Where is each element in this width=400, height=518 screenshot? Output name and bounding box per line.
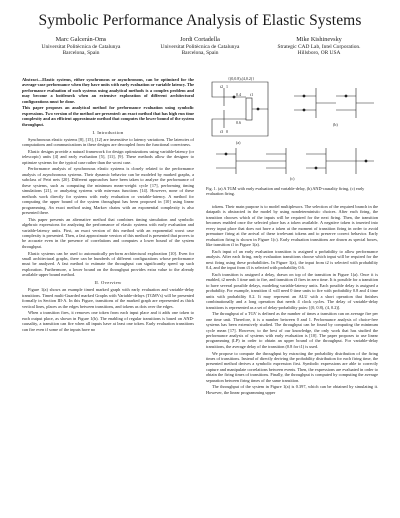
body-paragraph: We propose to compute the throughput by extracting the probability distribution of the firing times of transitions. Instead of directly deriving the probability distribution for each firing time, the presented method derives a symbolic expression first. Symbolic expressions are able to correctly capture and manipulate correlations between events. Then, the expressions are evaluated in order to obtain the firing times of transitions. Finally, the throughput is computed by computing the average separation between firing times of the same transition. (206, 350, 378, 383)
token (233, 96, 236, 99)
prob-0.6: 0.6 (236, 120, 241, 125)
body-paragraph: Elastic systems can be used to automatically perform architectural exploration [10]. Even for small architectural graphs, there can be hundreds of different configurations whose performance must be analyzed. A fast method to estimate the throughput can significantly speed up such exploration. Furthermore, a lower bound on the throughput provides extra value to the already available upper bound method. (22, 250, 194, 278)
delay-0: 0 (226, 129, 228, 134)
body-paragraph: Performance analysis of synchronous elastic systems is closely related to the performance analysis of asynchronous systems. Their dynamic behavior can be modeled by marked graphs, a subclass of Petri nets [20]. Different approaches have been taken to analyze the performance of these systems, such as computing the minimum mean-weight cycle [17], performing timing simulations [21], or analyzing systems with min-max functions [14]. However, none of these methods work directly for systems with early evaluation or variable-latency. A method for computing the upper bound of the system throughput has been proposed in [10] using linear programming. An exact method using Markov chains with an exponential complexity is also presented there. (22, 166, 194, 215)
t1-early-eval-box (246, 98, 252, 120)
body-paragraph: Elastic designs provide a natural framework for design optimizations using variable-latency (or telescopic) units [4] and early evaluation [5], [11], [9]. These methods allow the designer to optimize systems for the typical case rather than the worst case. (22, 148, 194, 165)
author-location: Hillsboro, OR USA (297, 50, 341, 57)
token (225, 153, 228, 156)
body-paragraph: When a transition fires, it removes one token from each input place and it adds one token to each output place, as shown in Figure 1(b). The enabling of regular transitions is based on AND-causality, a transition can fire when all inputs have at least one token. Early evaluation transitions can fire even if some of the inputs have no (22, 310, 194, 332)
section-heading-overview: II. Overview (94, 280, 122, 286)
right-column (206, 204, 378, 397)
body-paragraph: Each input of an early evaluation transition is assigned a probability to allow performance analysis. After each firing, early evaluation transitions choose which input will be required for the next firing using these probabilities. In Figure 1(a), the input from t2 is selected with probability 0.4, and the input from t3 is selected with probability 0.6. (206, 248, 378, 271)
subfig-b-label: (b) (333, 122, 338, 127)
token (365, 160, 368, 163)
author-name: Marc Galcerán-Oms (55, 36, 107, 43)
prob-0.4: 0.4 (236, 92, 241, 97)
author-name: Jordi Cortadella (180, 36, 220, 43)
abstract-paragraph: Abstract—Elastic systems, either synchronous or asynchronous, can be optimized for the average-case performance when they have units with early evaluation or variable latency. The performance evaluation of such systems using analytical methods is a complex problem and may become a bottleneck when an extensive exploration of different architectural configurations must be done. (22, 77, 194, 104)
body-paragraph: The throughput of the system in Figure 1(a) is 0.397, which can be obtained by simulating it. However, the linear programming upper (206, 384, 378, 395)
author-3 (260, 37, 378, 57)
token (303, 109, 306, 112)
subfig-a-label: (a) (236, 140, 241, 145)
figure-caption: Fig. 1. (a) A TGM with early evaluation and variable-delay, (b) AND-causality firing, (c) early evaluation firing. (206, 186, 365, 197)
left-column (22, 77, 194, 333)
author-name: Mike Kishinevsky (296, 36, 342, 43)
token (257, 108, 260, 111)
author-2 (141, 37, 259, 57)
token (345, 95, 348, 98)
delay-1: 1 (226, 84, 228, 89)
author-affiliation: Strategic CAD Lab, Intel Corporation. (277, 43, 361, 50)
figure-1 (206, 74, 378, 184)
body-paragraph: This paper presents an alternative method that combines timing simulation and symbolic algebraic expressions for analyzing the performance of elastic systems with early evaluation and variable-latency units. First, an exact version of this method with an exponential worst case complexity is presented. Then, a fast approximate version of this method is presented that proves to be accurate even in the presence of correlations and computes a lower bound of the system throughput. (22, 216, 194, 249)
delay-label: {(0,0.8),(4,0.2)} (228, 76, 255, 81)
author-location: Barcelona, Spain (62, 50, 100, 57)
label-t3: t3 (220, 129, 224, 134)
label-t1: t1 (250, 92, 254, 97)
paper-title: Symbolic Performance Analysis of Elastic Systems (38, 12, 362, 29)
subfig-c-label: (c) (290, 176, 295, 181)
author-affiliation: Universitat Politècnica de Catalunya (41, 43, 121, 50)
marked-graph-diagram (206, 74, 378, 184)
token (303, 95, 306, 98)
body-paragraph: Synchronous elastic systems [8], [15], [12] are insensitive to latency variations. The latencies of computations and communications in these designs are decoupled from the functional correctness. (22, 136, 194, 148)
abstract-paragraph: This paper proposes an analytical method for performance evaluation using symbolic expressions. Two version of the method are presented: an exact method that has high run time complexity and an efficient approximate method that computes the lower bound of the system throughput. (22, 105, 194, 127)
body-paragraph: The throughput of a TGV is defined as the number of times a transition can on average fire per one time unit. Therefore, it is a number between 0 and 1. Performance analysis of choice-free systems has been extensively studied. The throughput can be found by computing the minimum cycle mean [17]. However, to the best of our knowledge, the only work that has studied the performance analysis of systems with early evaluation is [10]. The paper proposes to use linear programming (LP) in order to obtain an upper bound of the throughput. For variable-delay transitions, the average delay of the transition (0.8 for t1) is used. (206, 311, 378, 349)
section-heading-introduction: I. Introduction (92, 129, 124, 135)
body-paragraph: Each transition is assigned a delay, drawn on top of the transition in Figure 1(a). Once it is enabled, t2 needs 1 time unit to fire, and transition t3 fires in zero time. It is possible for a transition to have several possible delays, modeling variable-latency units. Each possible delay is assigned a probability. For example, transition t1 will need 0 time units to fire with probability 0.8 and 4 time units with probability 0.2. It may represent an ALU with a short operation that finishes combinationally and a long operation that needs 4 clock cycles. The delay of variable-delay transitions is represented as a set of delay-probability pairs: [(0, 0.8), (4, 0.2)]. (206, 271, 378, 310)
token (315, 167, 318, 170)
author-location: Barcelona, Spain (181, 50, 219, 57)
body-paragraph: tokens. Their main purpose is to model multiplexors. The selection of the required branch in the datapath is abstracted in the model by using nondeterministic choices. After each firing, the transition chooses which of the inputs will be required for the next firing. Then, the transition becomes enabled once the selected place has a token available. A negative token is inserted into every input place that does not have a token at the moment of transition firing in order to avoid premature firing at the arrival of these irrelevant tokens and to preserve correct behavior. Early evaluation firing is shown in Figure 1(c). Early evaluation transitions are drawn as special boxes, like transition t1 in Figure 1(a). (206, 204, 378, 248)
author-affiliation: Universitat Politècnica de Catalunya (160, 43, 240, 50)
author-1 (22, 37, 140, 57)
label-t2: t2 (220, 84, 224, 89)
author-block (22, 37, 378, 57)
body-paragraph: Figure 1(a) shows an example timed marked graph with early evaluation and variable-delay transitions. Timed multi-Guarded marked Graphs with Variable-delays (TGMVs) will be presented formally in Section III-A. In this Figure, transitions of the marked graph are represented as thick vertical lines, places as the edges between transitions, and tokens as dots over the edges. (22, 287, 194, 309)
